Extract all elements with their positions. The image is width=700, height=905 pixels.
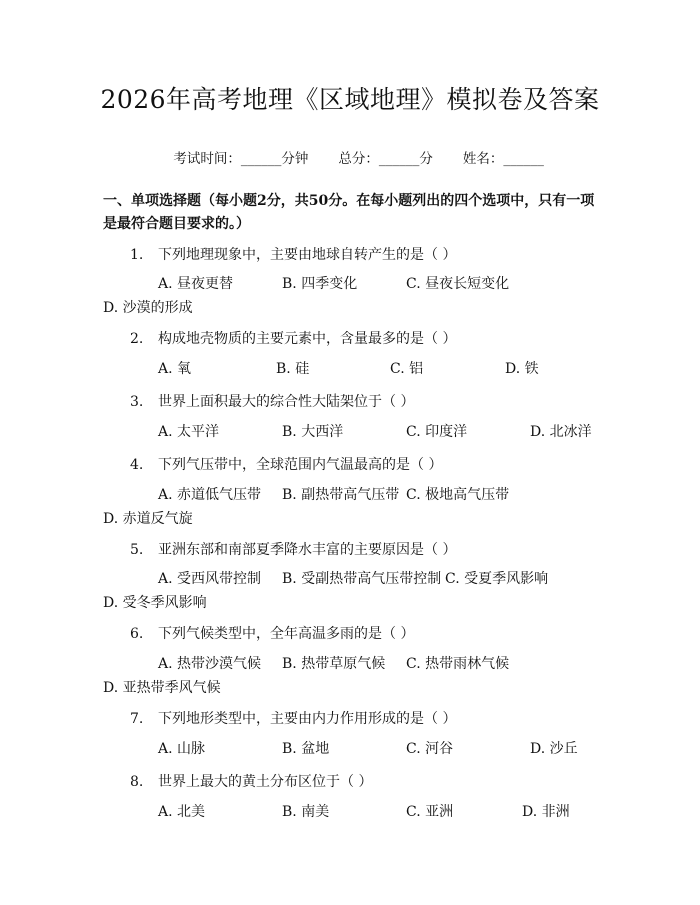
question-6-options	[103, 652, 598, 700]
option-d: D. 受冬季风影响	[103, 595, 207, 611]
option-c: C. 印度洋	[406, 424, 468, 440]
question-stem: 下列地形类型中，主要由内力作用形成的是（ ）	[158, 711, 457, 727]
exam-title: 2026年高考地理《区域地理》模拟卷及答案	[100, 85, 600, 114]
question-2-options	[103, 357, 598, 381]
option-b: B. 受副热带高气压带控制	[282, 571, 442, 587]
option-b: B. 四季变化	[282, 276, 358, 292]
option-b: B. 大西洋	[282, 424, 344, 440]
student-name-field: 姓名：______	[462, 151, 544, 167]
option-c: C. 受夏季风影响	[445, 571, 549, 587]
question-5: 5. 亚洲东部和南部夏季降水丰富的主要原因是（ ）	[130, 542, 457, 558]
question-stem: 世界上面积最大的综合性大陆架位于（ ）	[158, 394, 415, 410]
question-stem: 下列地理现象中，主要由地球自转产生的是（ ）	[158, 247, 457, 263]
question-8-options	[103, 800, 598, 824]
option-b: B. 盆地	[282, 741, 330, 757]
option-d: D. 北冰洋	[530, 424, 592, 440]
option-c: C. 昼夜长短变化	[406, 276, 510, 292]
option-b: B. 硅	[276, 361, 310, 377]
option-a: A. 山脉	[158, 741, 206, 757]
option-d: D. 沙丘	[530, 741, 578, 757]
question-stem: 世界上最大的黄土分布区位于（ ）	[158, 774, 373, 790]
total-score-field: 总分：______分	[338, 151, 433, 167]
option-c: C. 铝	[390, 361, 424, 377]
exam-info	[0, 131, 700, 183]
option-d: D. 非洲	[522, 804, 570, 820]
question-6: 6. 下列气候类型中，全年高温多雨的是（ ）	[130, 626, 415, 642]
question-stem: 下列气候类型中，全年高温多雨的是（ ）	[158, 626, 415, 642]
section-heading: 一、单项选择题（每小题2分，共50分。在每小题列出的四个选项中，只有一项是最符合题目要求的。）	[103, 193, 595, 232]
option-d: D. 赤道反气旋	[103, 511, 193, 527]
option-a: A. 太平洋	[158, 424, 220, 440]
question-2: 2. 构成地壳物质的主要元素中，含量最多的是（ ）	[130, 331, 457, 347]
option-c: C. 河谷	[406, 741, 454, 757]
option-c: C. 极地高气压带	[406, 487, 510, 503]
option-d: D. 沙漠的形成	[103, 300, 193, 316]
option-d: D. 铁	[505, 361, 539, 377]
option-b: B. 南美	[282, 804, 330, 820]
option-c: C. 亚洲	[406, 804, 454, 820]
option-a: A. 北美	[158, 804, 206, 820]
question-1: 1. 下列地理现象中，主要由地球自转产生的是（ ）	[130, 247, 457, 263]
option-d: D. 亚热带季风气候	[103, 680, 221, 696]
question-7: 7. 下列地形类型中，主要由内力作用形成的是（ ）	[130, 711, 457, 727]
question-7-options	[103, 737, 598, 761]
option-c: C. 热带雨林气候	[406, 656, 510, 672]
option-a: A. 热带沙漠气候	[158, 656, 262, 672]
option-b: B. 副热带高气压带	[282, 487, 400, 503]
option-b: B. 热带草原气候	[282, 656, 386, 672]
question-4: 4. 下列气压带中，全球范围内气温最高的是（ ）	[130, 457, 443, 473]
option-a: A. 氧	[158, 361, 192, 377]
question-3: 3. 世界上面积最大的综合性大陆架位于（ ）	[130, 394, 415, 410]
question-4-options	[103, 483, 598, 531]
question-stem: 构成地壳物质的主要元素中，含量最多的是（ ）	[158, 331, 457, 347]
option-a: A. 赤道低气压带	[158, 487, 262, 503]
question-3-options	[103, 420, 598, 444]
option-a: A. 受西风带控制	[158, 571, 262, 587]
question-stem: 下列气压带中，全球范围内气温最高的是（ ）	[158, 457, 443, 473]
question-stem: 亚洲东部和南部夏季降水丰富的主要原因是（ ）	[158, 542, 457, 558]
exam-time-field: 考试时间：______分钟	[173, 151, 309, 167]
question-1-options	[103, 272, 598, 320]
question-5-options	[103, 567, 598, 615]
question-8: 8. 世界上最大的黄土分布区位于（ ）	[130, 774, 373, 790]
option-a: A. 昼夜更替	[158, 276, 234, 292]
